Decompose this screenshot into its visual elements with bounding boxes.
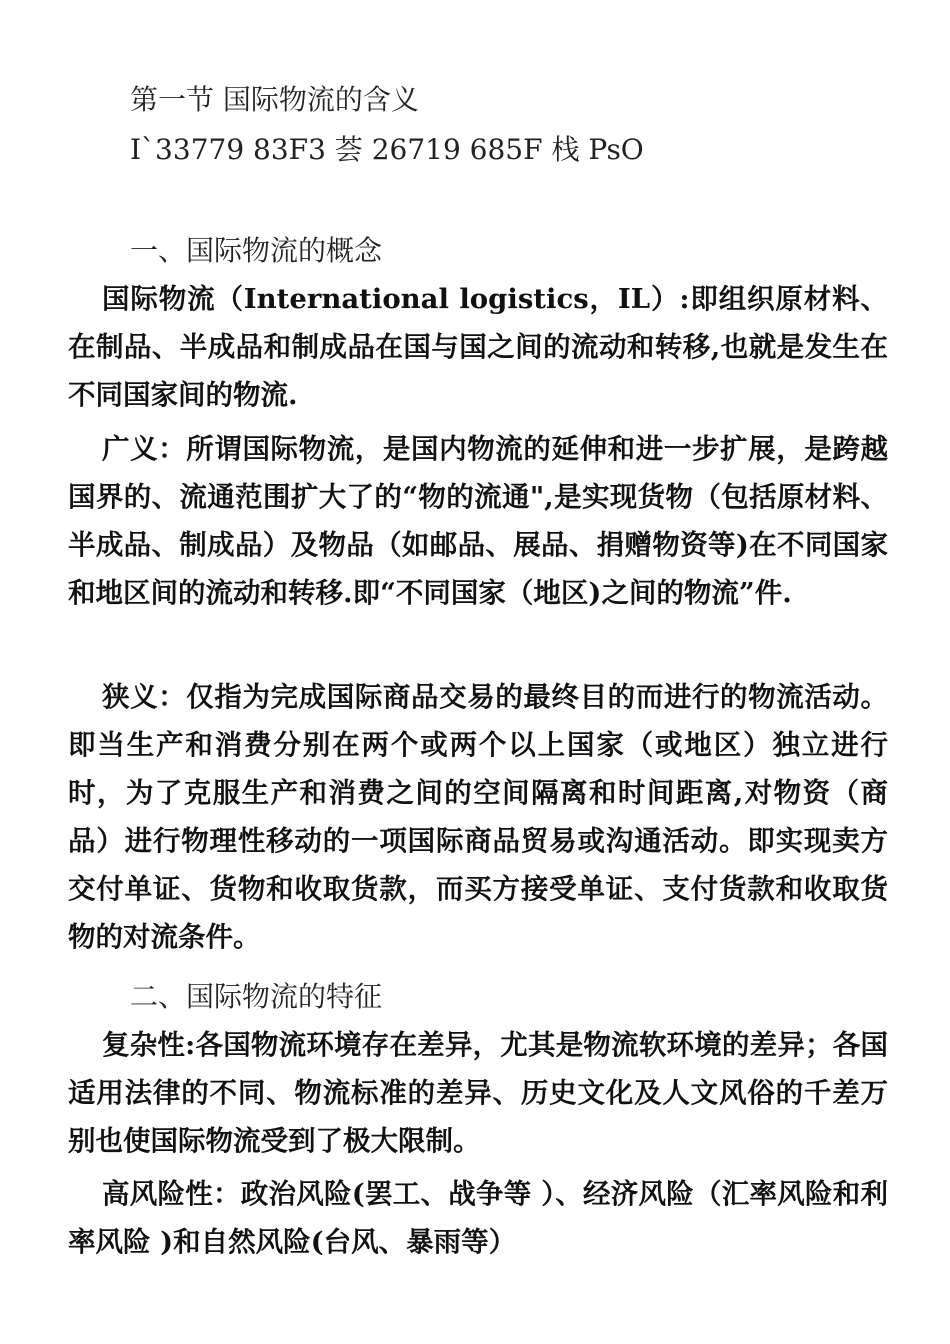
garbled-code-line: I`33779 83F3 荟 26719 685F 栈 PsO	[130, 133, 644, 166]
section-title: 第一节 国际物流的含义	[130, 83, 419, 116]
paragraph-narrow-sense: 狭义：仅指为完成国际商品交易的最终目的而进行的物流活动。即当生产和消费分别在两个或两个以上国家（或地区）独立进行时，为了克服生产和消费之间的空间隔离和时间距离,对物资（商品）进行物理性移动的一项国际商品贸易或沟通活动。即实现卖方交付单证、货物和收取货款，而买方接受单证、支付货款和收取货物的对流条件。	[68, 681, 888, 953]
heading-concept: 一、国际物流的概念	[130, 234, 383, 267]
paragraph-definition: 国际物流（International logistics，IL）:即组织原材料、在制品、半成品和制成品在国与国之间的流动和转移,也就是发生在不同国家间的物流.	[68, 283, 888, 411]
paragraph-complexity: 复杂性:各国物流环境存在差异，尤其是物流软环境的差异；各国适用法律的不同、物流标准的差异、历史文化及人文风俗的千差万别也使国际物流受到了极大限制。	[68, 1029, 888, 1157]
paragraph-high-risk: 高风险性：政治风险(罢工、战争等 ）、经济风险（汇率风险和利率风险 )和自然风险(台风、暴雨等）	[68, 1178, 888, 1258]
heading-characteristics: 二、国际物流的特征	[130, 980, 383, 1013]
paragraph-broad-sense: 广义：所谓国际物流，是国内物流的延伸和进一步扩展，是跨越国界的、流通范围扩大了的“物的流通",是实现货物（包括原材料、半成品、制成品）及物品（如邮品、展品、捐赠物资等)在不同国家和地区间的流动和转移.即“不同国家（地区)之间的物流”件.	[68, 433, 888, 609]
